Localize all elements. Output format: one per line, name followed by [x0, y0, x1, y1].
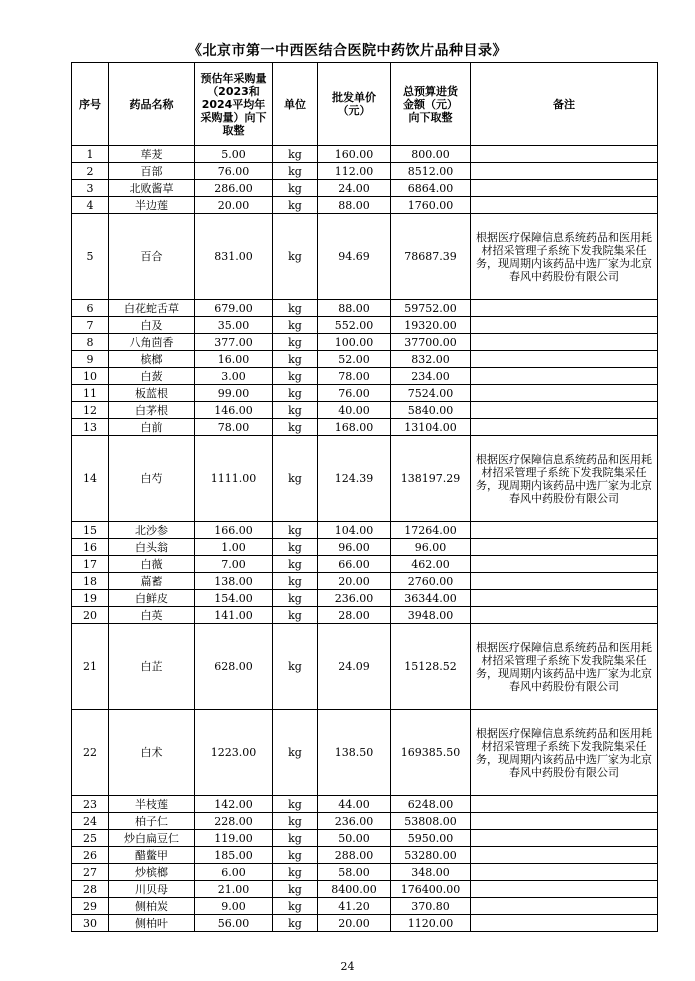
cell-total: 6248.00	[391, 796, 471, 813]
table-row	[72, 180, 658, 197]
cell-unit: kg	[273, 214, 318, 300]
cell-note	[471, 402, 658, 419]
cell-price: 20.00	[318, 573, 391, 590]
cell-seq: 7	[72, 317, 109, 334]
cell-unit: kg	[273, 419, 318, 436]
cell-qty: 228.00	[195, 813, 273, 830]
table-row	[72, 590, 658, 607]
cell-unit: kg	[273, 317, 318, 334]
cell-unit: kg	[273, 334, 318, 351]
cell-unit: kg	[273, 830, 318, 847]
table-row	[72, 351, 658, 368]
cell-price: 28.00	[318, 607, 391, 624]
cell-name: 炒槟榔	[109, 864, 195, 881]
cell-qty: 56.00	[195, 915, 273, 932]
cell-unit: kg	[273, 556, 318, 573]
table-row	[72, 624, 658, 710]
cell-qty: 1.00	[195, 539, 273, 556]
cell-price: 288.00	[318, 847, 391, 864]
cell-qty: 377.00	[195, 334, 273, 351]
cell-price: 41.20	[318, 898, 391, 915]
cell-note	[471, 590, 658, 607]
cell-unit: kg	[273, 522, 318, 539]
cell-seq: 19	[72, 590, 109, 607]
cell-price: 124.39	[318, 436, 391, 522]
cell-qty: 1223.00	[195, 710, 273, 796]
cell-name: 半枝莲	[109, 796, 195, 813]
cell-qty: 9.00	[195, 898, 273, 915]
header-qty: 预估年采购量（2023和2024平均年采购量）向下取整	[195, 63, 273, 146]
header-note: 备注	[471, 63, 658, 146]
cell-unit: kg	[273, 813, 318, 830]
cell-total: 348.00	[391, 864, 471, 881]
cell-total: 59752.00	[391, 300, 471, 317]
cell-price: 168.00	[318, 419, 391, 436]
table-row	[72, 436, 658, 522]
cell-name: 白及	[109, 317, 195, 334]
cell-qty: 138.00	[195, 573, 273, 590]
page-number: 24	[340, 960, 355, 973]
cell-unit: kg	[273, 539, 318, 556]
cell-unit: kg	[273, 436, 318, 522]
cell-name: 白茅根	[109, 402, 195, 419]
cell-seq: 30	[72, 915, 109, 932]
cell-seq: 5	[72, 214, 109, 300]
cell-note	[471, 898, 658, 915]
cell-seq: 25	[72, 830, 109, 847]
cell-qty: 142.00	[195, 796, 273, 813]
cell-qty: 141.00	[195, 607, 273, 624]
cell-unit: kg	[273, 864, 318, 881]
cell-qty: 6.00	[195, 864, 273, 881]
cell-price: 88.00	[318, 197, 391, 214]
cell-name: 百合	[109, 214, 195, 300]
cell-price: 236.00	[318, 813, 391, 830]
cell-price: 20.00	[318, 915, 391, 932]
cell-seq: 21	[72, 624, 109, 710]
cell-note	[471, 419, 658, 436]
cell-unit: kg	[273, 915, 318, 932]
table-row	[72, 300, 658, 317]
table-row	[72, 813, 658, 830]
cell-price: 94.69	[318, 214, 391, 300]
cell-note	[471, 368, 658, 385]
header-price: 批发单价（元）	[318, 63, 391, 146]
cell-note	[471, 915, 658, 932]
cell-price: 104.00	[318, 522, 391, 539]
cell-qty: 286.00	[195, 180, 273, 197]
cell-seq: 20	[72, 607, 109, 624]
cell-total: 19320.00	[391, 317, 471, 334]
cell-name: 槟榔	[109, 351, 195, 368]
cell-price: 24.00	[318, 180, 391, 197]
cell-note	[471, 539, 658, 556]
cell-seq: 14	[72, 436, 109, 522]
cell-seq: 3	[72, 180, 109, 197]
cell-note: 根据医疗保障信息系统药品和医用耗材招采管理子系统下发我院集采任务，现周期内该药品中选厂家为北京春风中药股份有限公司	[471, 710, 658, 796]
cell-qty: 76.00	[195, 163, 273, 180]
header-name: 药品名称	[109, 63, 195, 146]
table-row	[72, 317, 658, 334]
table-row	[72, 607, 658, 624]
cell-name: 白薇	[109, 556, 195, 573]
cell-note	[471, 385, 658, 402]
cell-name: 八角茴香	[109, 334, 195, 351]
cell-name: 白芷	[109, 624, 195, 710]
cell-name: 北沙参	[109, 522, 195, 539]
cell-qty: 78.00	[195, 419, 273, 436]
cell-total: 176400.00	[391, 881, 471, 898]
cell-seq: 17	[72, 556, 109, 573]
cell-total: 2760.00	[391, 573, 471, 590]
cell-price: 138.50	[318, 710, 391, 796]
cell-name: 半边莲	[109, 197, 195, 214]
cell-total: 15128.52	[391, 624, 471, 710]
cell-unit: kg	[273, 385, 318, 402]
cell-note	[471, 607, 658, 624]
cell-seq: 4	[72, 197, 109, 214]
table-row	[72, 214, 658, 300]
header-unit: 单位	[273, 63, 318, 146]
cell-unit: kg	[273, 402, 318, 419]
cell-unit: kg	[273, 624, 318, 710]
cell-qty: 16.00	[195, 351, 273, 368]
cell-qty: 5.00	[195, 146, 273, 163]
cell-qty: 21.00	[195, 881, 273, 898]
cell-qty: 119.00	[195, 830, 273, 847]
cell-unit: kg	[273, 847, 318, 864]
cell-name: 白鲜皮	[109, 590, 195, 607]
cell-unit: kg	[273, 300, 318, 317]
cell-unit: kg	[273, 573, 318, 590]
cell-price: 8400.00	[318, 881, 391, 898]
cell-seq: 10	[72, 368, 109, 385]
cell-total: 234.00	[391, 368, 471, 385]
table-row	[72, 334, 658, 351]
cell-note	[471, 300, 658, 317]
cell-unit: kg	[273, 590, 318, 607]
cell-price: 78.00	[318, 368, 391, 385]
cell-name: 荜茇	[109, 146, 195, 163]
cell-name: 柏子仁	[109, 813, 195, 830]
cell-seq: 1	[72, 146, 109, 163]
table-row	[72, 368, 658, 385]
page-title: 《北京市第一中西医结合医院中药饮片品种目录》	[188, 43, 507, 59]
cell-total: 832.00	[391, 351, 471, 368]
cell-name: 醋鳖甲	[109, 847, 195, 864]
cell-seq: 16	[72, 539, 109, 556]
table-row	[72, 402, 658, 419]
cell-note	[471, 573, 658, 590]
cell-qty: 99.00	[195, 385, 273, 402]
cell-unit: kg	[273, 146, 318, 163]
drug-catalog-table	[71, 62, 658, 932]
cell-name: 川贝母	[109, 881, 195, 898]
cell-unit: kg	[273, 898, 318, 915]
cell-unit: kg	[273, 796, 318, 813]
cell-total: 462.00	[391, 556, 471, 573]
cell-seq: 15	[72, 522, 109, 539]
table-row	[72, 710, 658, 796]
cell-price: 76.00	[318, 385, 391, 402]
cell-seq: 26	[72, 847, 109, 864]
cell-price: 100.00	[318, 334, 391, 351]
cell-unit: kg	[273, 607, 318, 624]
cell-price: 50.00	[318, 830, 391, 847]
cell-name: 百部	[109, 163, 195, 180]
cell-unit: kg	[273, 368, 318, 385]
cell-qty: 166.00	[195, 522, 273, 539]
cell-total: 5950.00	[391, 830, 471, 847]
cell-qty: 35.00	[195, 317, 273, 334]
cell-unit: kg	[273, 180, 318, 197]
cell-total: 5840.00	[391, 402, 471, 419]
cell-note	[471, 334, 658, 351]
table-row	[72, 881, 658, 898]
cell-qty: 679.00	[195, 300, 273, 317]
cell-note	[471, 180, 658, 197]
cell-note	[471, 317, 658, 334]
cell-note	[471, 522, 658, 539]
cell-unit: kg	[273, 197, 318, 214]
cell-name: 白蔹	[109, 368, 195, 385]
cell-price: 44.00	[318, 796, 391, 813]
table-row	[72, 197, 658, 214]
table-row	[72, 847, 658, 864]
cell-name: 白前	[109, 419, 195, 436]
cell-total: 37700.00	[391, 334, 471, 351]
table-row	[72, 830, 658, 847]
cell-name: 白芍	[109, 436, 195, 522]
table-row	[72, 796, 658, 813]
cell-note	[471, 197, 658, 214]
cell-note	[471, 351, 658, 368]
table-row	[72, 915, 658, 932]
table-row	[72, 864, 658, 881]
cell-price: 88.00	[318, 300, 391, 317]
cell-name: 白花蛇舌草	[109, 300, 195, 317]
cell-note	[471, 163, 658, 180]
cell-name: 炒白扁豆仁	[109, 830, 195, 847]
cell-note	[471, 847, 658, 864]
table-row	[72, 419, 658, 436]
cell-note	[471, 556, 658, 573]
cell-total: 1760.00	[391, 197, 471, 214]
cell-seq: 11	[72, 385, 109, 402]
cell-qty: 831.00	[195, 214, 273, 300]
cell-name: 白头翁	[109, 539, 195, 556]
cell-name: 板蓝根	[109, 385, 195, 402]
cell-total: 169385.50	[391, 710, 471, 796]
table-row	[72, 539, 658, 556]
cell-total: 78687.39	[391, 214, 471, 300]
cell-seq: 27	[72, 864, 109, 881]
cell-seq: 13	[72, 419, 109, 436]
cell-name: 萹蓄	[109, 573, 195, 590]
cell-price: 40.00	[318, 402, 391, 419]
cell-seq: 22	[72, 710, 109, 796]
table-row	[72, 522, 658, 539]
cell-note	[471, 881, 658, 898]
cell-note	[471, 813, 658, 830]
cell-qty: 3.00	[195, 368, 273, 385]
cell-name: 白术	[109, 710, 195, 796]
cell-note: 根据医疗保障信息系统药品和医用耗材招采管理子系统下发我院集采任务，现周期内该药品中选厂家为北京春风中药股份有限公司	[471, 214, 658, 300]
cell-total: 53280.00	[391, 847, 471, 864]
cell-seq: 24	[72, 813, 109, 830]
cell-qty: 20.00	[195, 197, 273, 214]
cell-total: 53808.00	[391, 813, 471, 830]
cell-name: 侧柏炭	[109, 898, 195, 915]
cell-total: 6864.00	[391, 180, 471, 197]
header-seq: 序号	[72, 63, 109, 146]
cell-total: 370.80	[391, 898, 471, 915]
header-row	[72, 63, 658, 146]
cell-total: 96.00	[391, 539, 471, 556]
cell-unit: kg	[273, 351, 318, 368]
cell-seq: 2	[72, 163, 109, 180]
cell-note	[471, 146, 658, 163]
cell-note: 根据医疗保障信息系统药品和医用耗材招采管理子系统下发我院集采任务，现周期内该药品中选厂家为北京春风中药股份有限公司	[471, 436, 658, 522]
cell-qty: 628.00	[195, 624, 273, 710]
cell-total: 13104.00	[391, 419, 471, 436]
cell-total: 800.00	[391, 146, 471, 163]
cell-qty: 185.00	[195, 847, 273, 864]
table-row	[72, 573, 658, 590]
cell-note	[471, 830, 658, 847]
table-row	[72, 898, 658, 915]
table-row	[72, 385, 658, 402]
cell-seq: 18	[72, 573, 109, 590]
table-row	[72, 146, 658, 163]
cell-total: 7524.00	[391, 385, 471, 402]
cell-seq: 23	[72, 796, 109, 813]
cell-note	[471, 796, 658, 813]
cell-price: 52.00	[318, 351, 391, 368]
cell-unit: kg	[273, 881, 318, 898]
cell-unit: kg	[273, 710, 318, 796]
cell-total: 3948.00	[391, 607, 471, 624]
cell-price: 112.00	[318, 163, 391, 180]
cell-seq: 28	[72, 881, 109, 898]
cell-name: 侧柏叶	[109, 915, 195, 932]
cell-seq: 8	[72, 334, 109, 351]
cell-price: 236.00	[318, 590, 391, 607]
cell-total: 138197.29	[391, 436, 471, 522]
cell-seq: 12	[72, 402, 109, 419]
cell-name: 白英	[109, 607, 195, 624]
table-row	[72, 556, 658, 573]
cell-qty: 7.00	[195, 556, 273, 573]
cell-price: 552.00	[318, 317, 391, 334]
cell-qty: 1111.00	[195, 436, 273, 522]
cell-total: 17264.00	[391, 522, 471, 539]
cell-price: 96.00	[318, 539, 391, 556]
cell-total: 36344.00	[391, 590, 471, 607]
cell-name: 北败酱草	[109, 180, 195, 197]
cell-note: 根据医疗保障信息系统药品和医用耗材招采管理子系统下发我院集采任务，现周期内该药品中选厂家为北京春风中药股份有限公司	[471, 624, 658, 710]
cell-price: 66.00	[318, 556, 391, 573]
cell-total: 8512.00	[391, 163, 471, 180]
cell-price: 24.09	[318, 624, 391, 710]
cell-price: 58.00	[318, 864, 391, 881]
cell-qty: 146.00	[195, 402, 273, 419]
cell-qty: 154.00	[195, 590, 273, 607]
table-row	[72, 163, 658, 180]
cell-seq: 9	[72, 351, 109, 368]
header-total: 总预算进货金额（元）向下取整	[391, 63, 471, 146]
cell-total: 1120.00	[391, 915, 471, 932]
cell-unit: kg	[273, 163, 318, 180]
cell-seq: 6	[72, 300, 109, 317]
cell-note	[471, 864, 658, 881]
cell-price: 160.00	[318, 146, 391, 163]
cell-seq: 29	[72, 898, 109, 915]
